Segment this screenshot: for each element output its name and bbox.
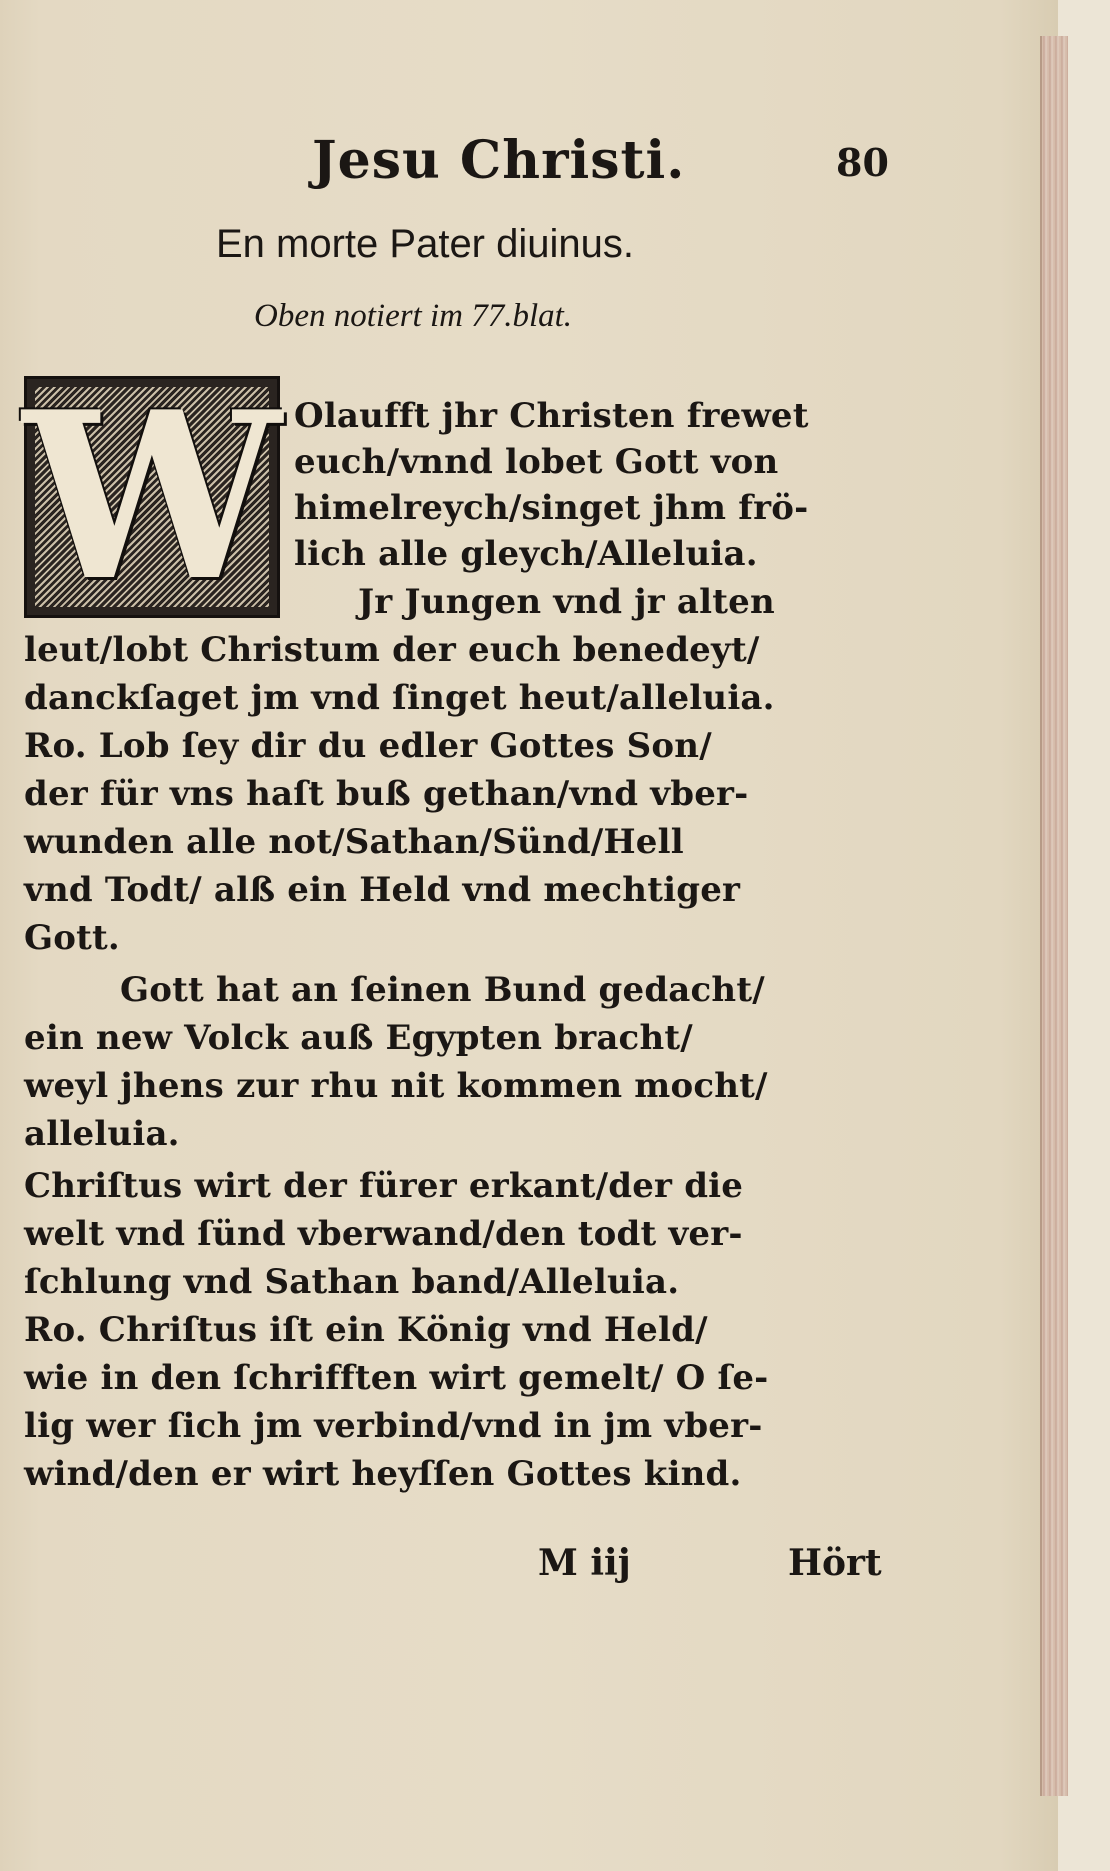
text-line: ein new Volck auß Egypten bracht/ xyxy=(24,1018,693,1058)
text-line: wunden alle not/Sathan/Sünd/Hell xyxy=(24,822,684,862)
page-text-block xyxy=(22,130,924,1584)
text-line: lig wer ſich jm verbind/vnd in jm vber- xyxy=(24,1406,763,1446)
text-line: himelreych/singet jhm frö- xyxy=(294,488,809,528)
text-line: Jr Jungen vnd jr alten xyxy=(358,582,775,622)
text-line: Gott. xyxy=(24,918,120,958)
text-line: Ro. Lob ſey dir du edler Gottes Son/ xyxy=(24,726,712,766)
text-line: euch/vnnd lobet Gott von xyxy=(294,442,779,482)
page-header xyxy=(24,130,924,202)
text-line: wind/den er wirt heyſſen Gottes kind. xyxy=(24,1454,742,1494)
text-line: lich alle gleych/Alleluia. xyxy=(294,534,758,574)
running-title: Jesu Christi. xyxy=(312,130,686,191)
page-edge xyxy=(1040,36,1068,1796)
folio-number: 80 xyxy=(836,140,889,185)
text-line: ſchlung vnd Sathan band/Alleluia. xyxy=(24,1262,680,1302)
text-line: welt vnd ſünd vberwand/den todt ver- xyxy=(24,1214,743,1254)
text-line: weyl jhens zur rhu nit kommen mocht/ xyxy=(24,1066,768,1106)
text-line: der für vns haſt buß gethan/vnd vber- xyxy=(24,774,749,814)
text-line: wie in den ſchrifften wirt gemelt/ O ſe- xyxy=(24,1358,769,1398)
text-line: Chriſtus wirt der fürer erkant/der die xyxy=(24,1166,744,1206)
signature-mark: M iij xyxy=(538,1542,631,1584)
decorated-initial xyxy=(22,362,282,632)
hymn-subtitle: En morte Pater diuinus. xyxy=(216,222,634,266)
text-line: alleluia. xyxy=(24,1114,180,1154)
initial-letter: W xyxy=(22,362,282,632)
text-line: Olaufft jhr Christen frewet xyxy=(294,396,809,436)
melody-note: Oben notiert im 77.blat. xyxy=(254,298,573,334)
text-line: danckſaget jm vnd ſinget heut/alleluia. xyxy=(24,678,775,718)
text-line: Gott hat an ſeinen Bund gedacht/ xyxy=(120,970,765,1010)
catchword: Hört xyxy=(788,1542,882,1584)
text-line: vnd Todt/ alß ein Held vnd mechtiger xyxy=(24,870,741,910)
text-line: Ro. Chriſtus iſt ein König vnd Held/ xyxy=(24,1310,708,1350)
text-line: leut/lobt Christum der euch benedeyt/ xyxy=(24,630,760,670)
